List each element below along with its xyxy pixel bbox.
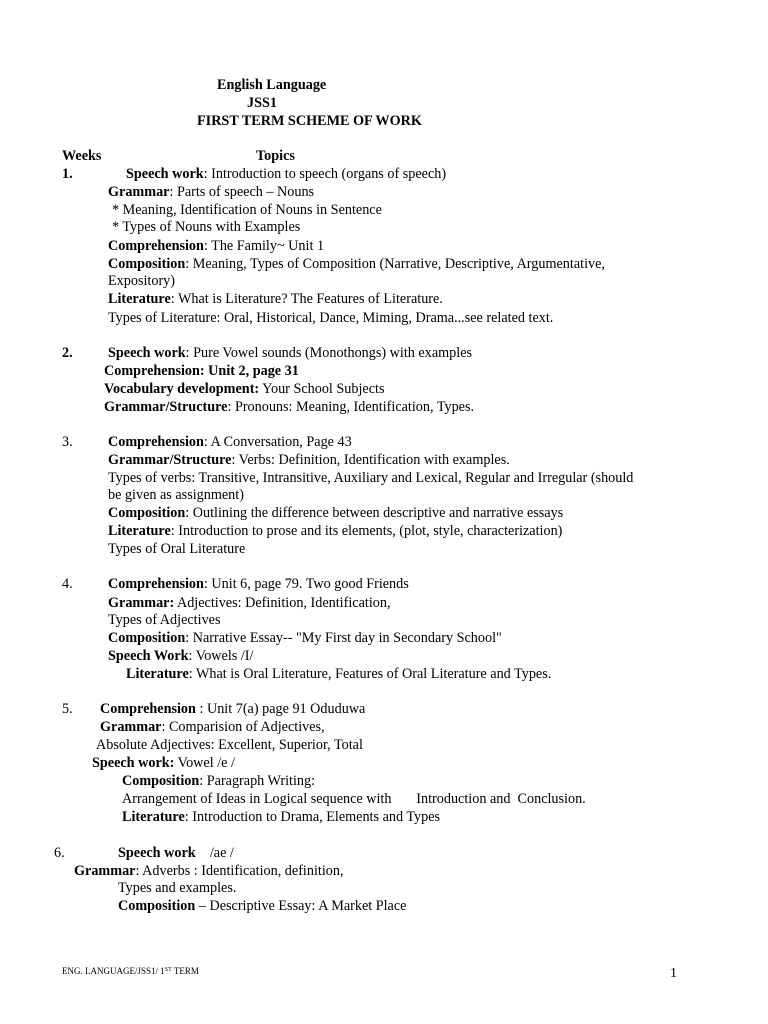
week-number: 6.: [54, 845, 65, 861]
topic-line: Literature: What is Oral Literature, Features of Oral Literature and Types.: [126, 666, 552, 682]
topic-line: Types of verbs: Transitive, Intransitive, Auxiliary and Lexical, Regular and Irregular (should: [108, 470, 634, 486]
topic-line: Grammar/Structure: Verbs: Definition, Identification with examples.: [108, 452, 510, 468]
page-number: 1: [670, 966, 677, 981]
topic-line: Grammar: Adverbs : Identification, definition,: [74, 863, 344, 879]
document-title: FIRST TERM SCHEME OF WORK: [197, 113, 422, 129]
topic-line: Types of Adjectives: [108, 612, 221, 628]
topic-line: Speech work /ae /: [118, 845, 234, 861]
topic-line: Literature: What is Literature? The Features of Literature.: [108, 291, 443, 307]
topic-line: Absolute Adjectives: Excellent, Superior, Total: [96, 737, 363, 753]
week-number: 4.: [62, 576, 73, 592]
topic-line: Comprehension: A Conversation, Page 43: [108, 434, 352, 450]
topic-line: Types of Literature: Oral, Historical, Dance, Miming, Drama...see related text.: [108, 310, 554, 326]
topic-line: Speech work: Pure Vowel sounds (Monothongs) with examples: [108, 345, 473, 361]
week-number: 2.: [62, 345, 73, 361]
topic-line: Types and examples.: [118, 880, 237, 896]
topic-line: Composition: Outlining the difference between descriptive and narrative essays: [108, 505, 564, 521]
column-weeks-heading: Weeks: [62, 148, 102, 164]
topic-line: * Types of Nouns with Examples: [112, 219, 301, 235]
week-number: 5.: [62, 701, 73, 717]
topic-line: Composition: Paragraph Writing:: [122, 773, 316, 789]
page-footer: ENG. LANGUAGE/JSS1/ 1ST TERM: [62, 966, 199, 976]
topic-line: Expository): [108, 273, 175, 289]
column-topics-heading: Topics: [256, 148, 295, 164]
topic-line: Speech work: Introduction to speech (organs of speech): [126, 166, 447, 182]
topic-line: Comprehension : Unit 7(a) page 91 Oduduwa: [100, 701, 366, 717]
topic-line: Grammar/Structure: Pronouns: Meaning, Identification, Types.: [104, 399, 475, 415]
topic-line: Composition – Descriptive Essay: A Market Place: [118, 898, 407, 914]
topic-line: Arrangement of Ideas in Logical sequence with Introduction and Conclusion.: [122, 791, 586, 807]
topic-line: Types of Oral Literature: [108, 541, 246, 557]
week-number: 1.: [62, 166, 73, 182]
topic-line: be given as assignment): [108, 487, 244, 503]
topic-line: * Meaning, Identification of Nouns in Sentence: [112, 202, 382, 218]
topic-line: Speech Work: Vowels /I/: [108, 648, 254, 664]
topic-line: Literature: Introduction to Drama, Elements and Types: [122, 809, 441, 825]
topic-line: Comprehension: Unit 2, page 31: [104, 363, 299, 379]
topic-line: Literature: Introduction to prose and its elements, (plot, style, characterization): [108, 523, 563, 539]
document-subject: English Language: [217, 77, 327, 93]
topic-line: Grammar: Parts of speech – Nouns: [108, 184, 315, 200]
topic-line: Composition: Meaning, Types of Composition (Narrative, Descriptive, Argumentative,: [108, 256, 605, 272]
topic-line: Comprehension: The Family~ Unit 1: [108, 238, 325, 254]
topic-line: Comprehension: Unit 6, page 79. Two good Friends: [108, 576, 409, 592]
topic-line: Composition: Narrative Essay-- "My First day in Secondary School": [108, 630, 502, 646]
topic-line: Grammar: Comparision of Adjectives,: [100, 719, 325, 735]
topic-line: Speech work: Vowel /e /: [92, 755, 235, 771]
week-number: 3.: [62, 434, 73, 450]
topic-line: Grammar: Adjectives: Definition, Identification,: [108, 595, 391, 611]
topic-line: Vocabulary development: Your School Subjects: [104, 381, 385, 397]
document-class: JSS1: [247, 95, 277, 111]
